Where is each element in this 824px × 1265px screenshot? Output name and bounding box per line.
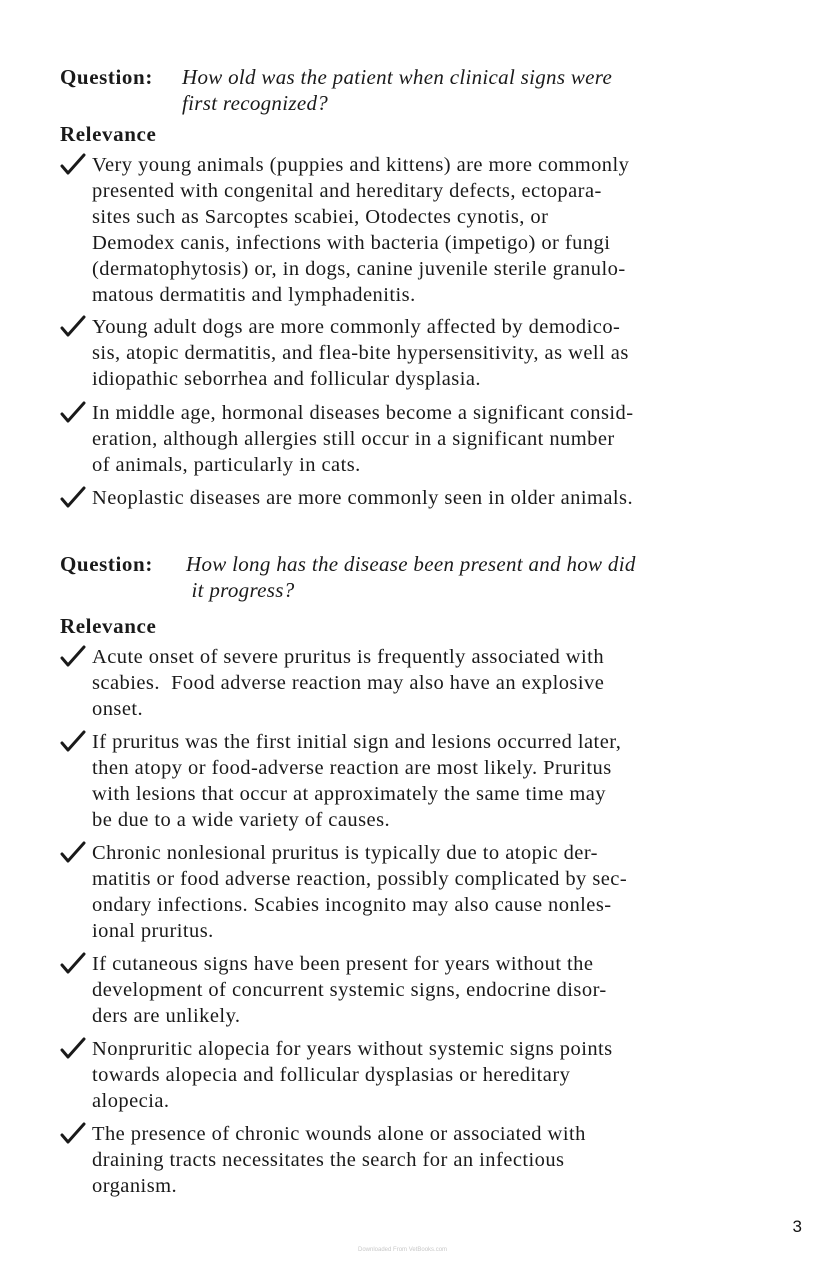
- item-line: organism.: [92, 1175, 178, 1197]
- item-line: be due to a wide variety of causes.: [92, 809, 391, 831]
- item-line: sis, atopic dermatitis, and flea-bite hypersensitivity, as well as: [92, 342, 629, 364]
- item-line: presented with congenital and hereditary defects, ectopara-: [92, 180, 602, 202]
- relevance-item: [60, 729, 760, 833]
- item-line: then atopy or food-adverse reaction are most likely. Pruritus: [92, 757, 612, 779]
- checkmark-icon: [60, 952, 86, 976]
- question-block: [60, 64, 780, 116]
- checkmark-icon: [60, 486, 86, 510]
- relevance-item: [60, 152, 760, 308]
- relevance-item: [60, 314, 760, 392]
- relevance-heading: Relevance: [60, 614, 157, 638]
- checkmark-icon: [60, 153, 86, 177]
- question-line: it progress?: [186, 578, 295, 602]
- item-line: onset.: [92, 698, 144, 720]
- item-line: with lesions that occur at approximately the same time may: [92, 783, 606, 805]
- relevance-item: [60, 1121, 760, 1199]
- relevance-item: [60, 485, 760, 511]
- checkmark-icon: [60, 315, 86, 339]
- item-line: In middle age, hormonal diseases become a significant consid-: [92, 402, 634, 424]
- question-text: [182, 64, 780, 116]
- relevance-item: [60, 840, 760, 944]
- item-line: eration, although allergies still occur in a significant number: [92, 428, 615, 450]
- question-line: How old was the patient when clinical signs were: [182, 65, 613, 89]
- item-line: of animals, particularly in cats.: [92, 454, 361, 476]
- checkmark-icon: [60, 401, 86, 425]
- relevance-item: [60, 644, 760, 722]
- footer-watermark: Downloaded From VetBooks.com: [358, 1247, 448, 1253]
- item-line: scabies. Food adverse reaction may also have an explosive: [92, 672, 605, 694]
- item-line: The presence of chronic wounds alone or associated with: [92, 1123, 586, 1145]
- item-line: Young adult dogs are more commonly affected by demodico-: [92, 316, 621, 338]
- item-line: (dermatophytosis) or, in dogs, canine juvenile sterile granulo-: [92, 258, 626, 280]
- item-line: ders are unlikely.: [92, 1005, 241, 1027]
- item-line: draining tracts necessitates the search for an infectious: [92, 1149, 565, 1171]
- item-line: Nonpruritic alopecia for years without systemic signs points: [92, 1038, 613, 1060]
- item-line: Demodex canis, infections with bacteria (impetigo) or fungi: [92, 232, 611, 254]
- item-line: ondary infections. Scabies incognito may also cause nonles-: [92, 894, 612, 916]
- item-line: towards alopecia and follicular dysplasias or hereditary: [92, 1064, 571, 1086]
- item-line: If cutaneous signs have been present for years without the: [92, 953, 594, 975]
- item-line: Acute onset of severe pruritus is frequently associated with: [92, 646, 605, 668]
- question-text: [186, 551, 780, 603]
- checkmark-icon: [60, 841, 86, 865]
- item-line: Neoplastic diseases are more commonly seen in older animals.: [92, 487, 634, 509]
- item-line: matous dermatitis and lymphadenitis.: [92, 284, 416, 306]
- item-line: If pruritus was the first initial sign and lesions occurred later,: [92, 731, 622, 753]
- checkmark-icon: [60, 730, 86, 754]
- question-label: Question:: [60, 552, 153, 576]
- relevance-item: [60, 400, 760, 478]
- question-line: first recognized?: [182, 91, 329, 115]
- item-line: ional pruritus.: [92, 920, 214, 942]
- question-label: Question:: [60, 65, 153, 89]
- question-line: How long has the disease been present and how did: [186, 552, 636, 576]
- relevance-item: [60, 1036, 760, 1114]
- checkmark-icon: [60, 1122, 86, 1146]
- page-number: 3: [792, 1217, 802, 1236]
- checkmark-icon: [60, 1037, 86, 1061]
- item-line: development of concurrent systemic signs, endocrine disor-: [92, 979, 607, 1001]
- item-line: Chronic nonlesional pruritus is typically due to atopic der-: [92, 842, 598, 864]
- relevance-item: [60, 951, 760, 1029]
- item-line: Very young animals (puppies and kittens) are more commonly: [92, 154, 630, 176]
- relevance-heading: Relevance: [60, 122, 157, 146]
- item-line: matitis or food adverse reaction, possibly complicated by sec-: [92, 868, 628, 890]
- item-line: idiopathic seborrhea and follicular dysplasia.: [92, 368, 482, 390]
- checkmark-icon: [60, 645, 86, 669]
- question-block: [60, 551, 780, 603]
- item-line: alopecia.: [92, 1090, 170, 1112]
- item-line: sites such as Sarcoptes scabiei, Otodectes cynotis, or: [92, 206, 549, 228]
